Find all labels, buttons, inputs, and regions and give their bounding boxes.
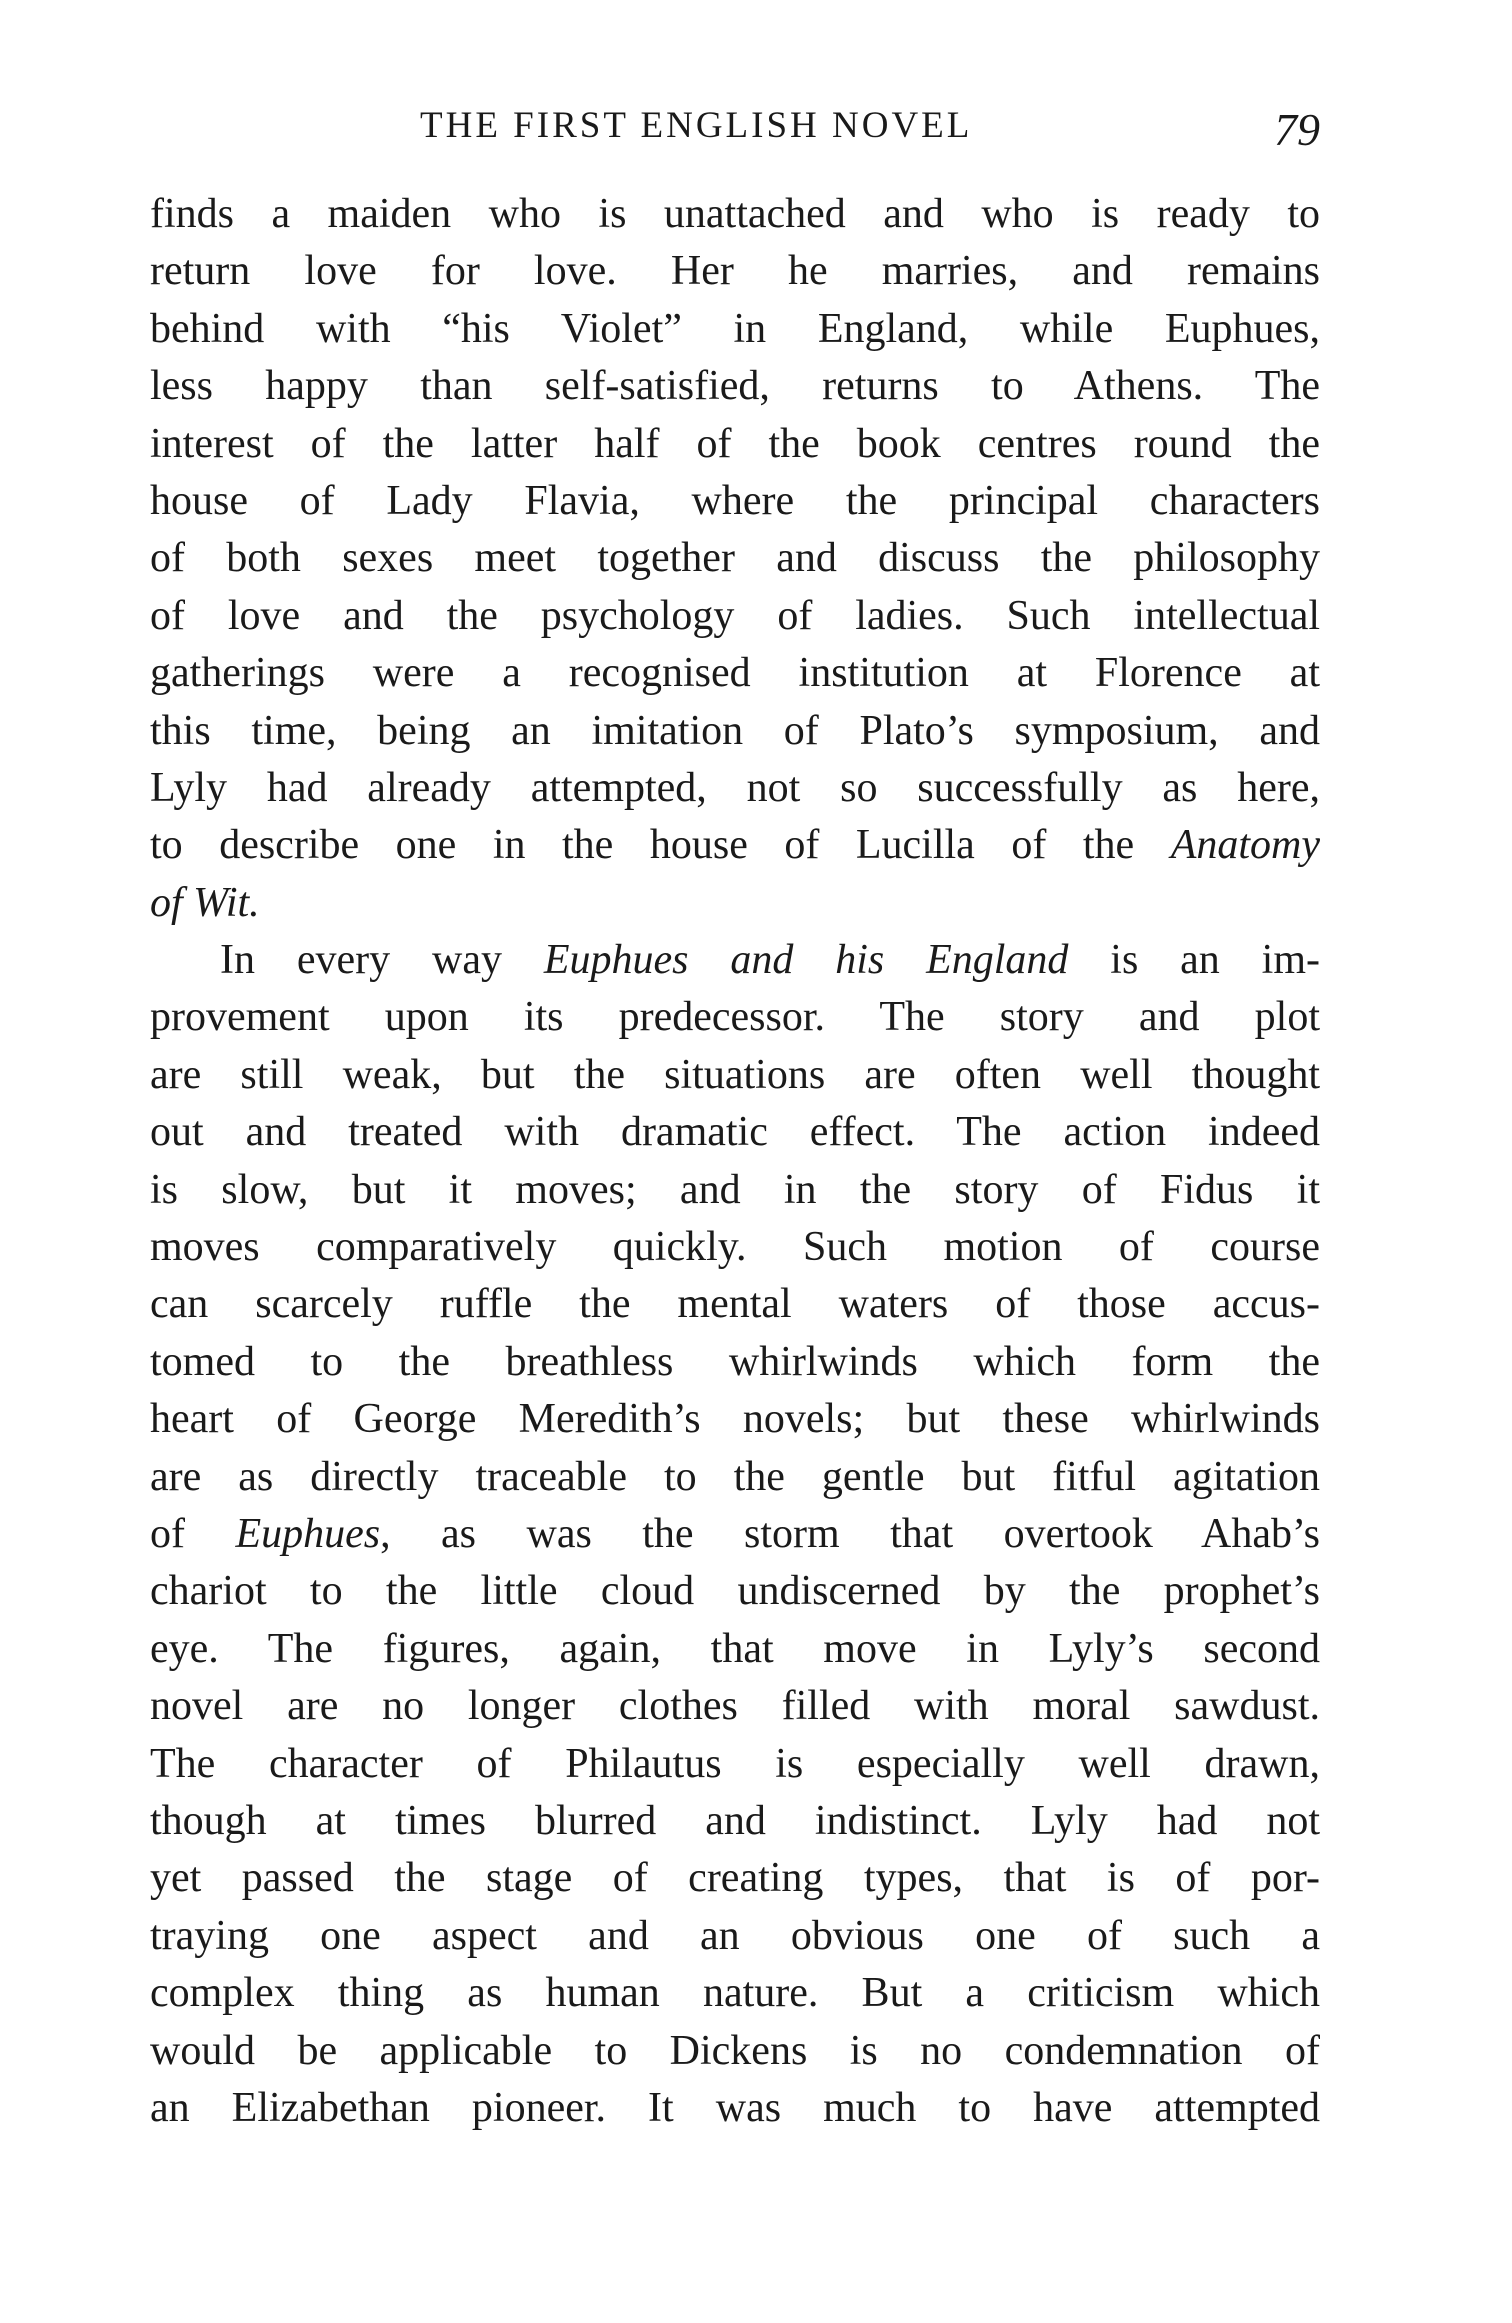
text-line: yet passed the stage of creating types, that is of por- <box>150 1855 1320 1902</box>
text-line: out and treated with dramatic effect. The action indeed <box>150 1109 1320 1156</box>
text-line: an Elizabethan pioneer. It was much to have attempted <box>150 2084 1320 2131</box>
text-line <box>150 875 1320 932</box>
text-line: complex thing as human nature. But a criticism which <box>150 1970 1320 2017</box>
text-line: can scarcely ruffle the mental waters of those accus- <box>150 1281 1320 1328</box>
body-text <box>150 186 1320 2137</box>
text-line: finds a maiden who is unattached and who is ready to <box>150 191 1320 237</box>
text-line: eye. The figures, again, that move in Lyly’s second <box>150 1625 1320 1672</box>
text-line: behind with “his Violet” in England, while Euphues, <box>150 305 1320 352</box>
text-line: Lyly had already attempted, not so successfully as here, <box>150 764 1320 811</box>
text-line: traying one aspect and an obvious one of such a <box>150 1912 1320 1959</box>
text-line: are still weak, but the situations are often well thought <box>150 1051 1320 1098</box>
running-head <box>150 96 1320 156</box>
text-line: is slow, but it moves; and in the story of Fidus it <box>150 1166 1320 1213</box>
text-line: gatherings were a recognised institution at Florence at <box>150 650 1320 697</box>
text-line: heart of George Meredith’s novels; but these whirlwinds <box>150 1396 1320 1443</box>
running-head-title: THE FIRST ENGLISH NOVEL <box>420 105 973 146</box>
text-line: provement upon its predecessor. The story and plot <box>150 994 1320 1041</box>
text-line: interest of the latter half of the book centres round the <box>150 420 1320 467</box>
text-line: would be applicable to Dickens is no condemnation of <box>150 2027 1320 2074</box>
text-line: tomed to the breathless whirlwinds which form the <box>150 1338 1320 1385</box>
italic-title: Euphues <box>235 1510 381 1557</box>
text-line: In every way Euphues and his England is an im- <box>220 937 1320 984</box>
text-line: of Euphues, as was the storm that overtook Ahab’s <box>150 1510 1320 1557</box>
page-number: 79 <box>1274 104 1320 155</box>
text-line: The character of Philautus is especially well drawn, <box>150 1740 1320 1787</box>
text-line: return love for love. Her he marries, and remains <box>150 248 1320 295</box>
text-line: chariot to the little cloud undiscerned by the prophet’s <box>150 1568 1320 1615</box>
italic-title: of Wit. <box>150 879 260 926</box>
text-line: house of Lady Flavia, where the principal characters <box>150 477 1320 524</box>
italic-title: Euphues and his England <box>543 937 1069 984</box>
text-line: moves comparatively quickly. Such motion of course <box>150 1224 1320 1271</box>
italic-title: Anatomy <box>1170 822 1320 869</box>
text-line: are as directly traceable to the gentle but fitful agitation <box>150 1453 1320 1500</box>
text-line: though at times blurred and indistinct. Lyly had not <box>150 1797 1320 1844</box>
text-line: of love and the psychology of ladies. Such intellectual <box>150 592 1320 639</box>
text-line: of both sexes meet together and discuss the philosophy <box>150 535 1320 582</box>
text-line: less happy than self-satisfied, returns to Athens. The <box>150 363 1320 410</box>
text-line: this time, being an imitation of Plato’s symposium, and <box>150 707 1320 754</box>
text-line: to describe one in the house of Lucilla of the Anatomy <box>150 822 1320 869</box>
text-line: novel are no longer clothes filled with moral sawdust. <box>150 1683 1320 1730</box>
